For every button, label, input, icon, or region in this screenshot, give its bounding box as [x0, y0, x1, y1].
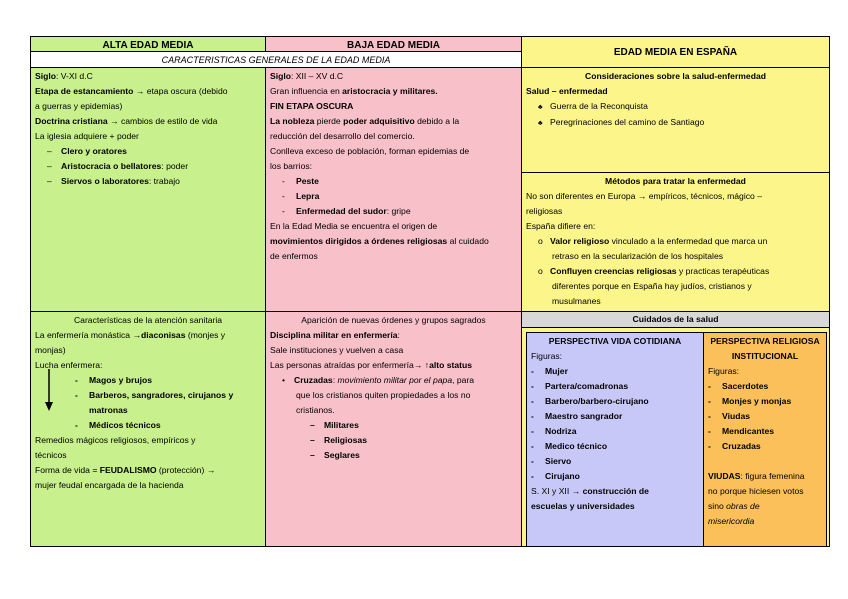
alta-etapa-cont: a guerras y epidemias)	[35, 101, 123, 111]
alta-forma-cont: mujer feudal encargada de la hacienda	[35, 480, 184, 490]
cotidiana-item-3: - Maestro sangrador	[531, 411, 623, 421]
baja-personas: Las personas atraídas por enfermería→ ↑alto status	[270, 360, 473, 370]
cotidiana-cell	[526, 332, 704, 547]
religiosa-title2: INSTITUCIONAL	[731, 351, 799, 361]
religiosa-title1: PERSPECTIVA RELIGIOSA	[710, 336, 820, 346]
baja-item-lepra: - Lepra	[282, 191, 320, 201]
alta-lucha-item-medicos: - Médicos técnicos	[75, 420, 161, 430]
baja-origen: En la Edad Media se encuentra el origen de	[270, 221, 438, 231]
religiosa-item-2: - Viudas	[708, 411, 751, 421]
cuidados-body	[521, 327, 830, 547]
baja-ordenes-cell	[265, 311, 522, 547]
alta-forma: Forma de vida = FEUDALISMO (protección) →	[35, 465, 216, 475]
baja-item-peste: - Peste	[282, 176, 319, 186]
alta-iglesia: La iglesia adquiere + poder	[35, 131, 139, 141]
religiosa-spacer	[708, 454, 822, 469]
cotidiana-siglo: S. XI y XII → construcción de	[531, 486, 649, 496]
espana-salud-title: Consideraciones sobre la salud-enfermedad	[584, 71, 766, 81]
header-espana-text: EDAD MEDIA EN ESPAÑA	[613, 47, 738, 58]
espana-metodos-item-valor: o Valor religioso vinculado a la enfermedad que marca un	[538, 236, 768, 246]
baja-fin: FIN ETAPA OSCURA	[270, 101, 354, 111]
baja-origen-2: movimientos dirigidos a órdenes religiosas al cuidado	[270, 236, 489, 246]
religiosa-viudas-cont2: sino obras de	[708, 501, 760, 511]
espana-salud-cell	[521, 67, 830, 173]
cotidiana-item-0: - Mujer	[531, 366, 568, 376]
baja-cruzadas-cont1: que los cristianos quiten propiedades a los no	[296, 390, 471, 400]
banner-caracteristicas	[30, 51, 522, 68]
header-baja-text: BAJA EDAD MEDIA	[347, 40, 440, 51]
baja-item-seglares: – Seglares	[310, 450, 360, 460]
alta-lucha: Lucha enfermera:	[35, 360, 103, 370]
espana-metodos-line1: No son diferentes en Europa → empíricos, técnicos, mágico –	[526, 191, 762, 201]
alta-lucha-item-barberos: - Barberos, sangradores, cirujanos y	[75, 390, 234, 400]
down-arrow-icon	[44, 369, 54, 411]
diamond-bullet-icon: ♣	[538, 120, 543, 127]
baja-sale: Sale instituciones y vuelven a casa	[270, 345, 404, 355]
alta-item-clero: – Clero y oratores	[47, 146, 127, 156]
religiosa-item-3: - Mendicantes	[708, 426, 775, 436]
baja-conlleva-cont: los barrios:	[270, 161, 313, 171]
espana-metodos-item-valor-cont: retraso en la secularización de los hospitales	[552, 251, 724, 261]
alta-doctrina: Doctrina cristiana → cambios de estilo de vida	[35, 116, 218, 126]
header-espana	[521, 36, 830, 68]
alta-monastica: La enfermería monástica →diaconisas (monjes y	[35, 330, 226, 340]
baja-influencia: Gran influencia en aristocracia y militares.	[270, 86, 438, 96]
baja-item-militares: – Militares	[310, 420, 359, 430]
alta-remedios-cont: técnicos	[35, 450, 67, 460]
baja-cruzadas-cont2: cristianos.	[296, 405, 335, 415]
cotidiana-item-7: - Cirujano	[531, 471, 580, 481]
religiosa-item-4: - Cruzadas	[708, 441, 761, 451]
baja-item-religiosas: – Religiosas	[310, 435, 367, 445]
espana-salud-item-peregrinaciones: ♣ Peregrinaciones del camino de Santiago	[526, 115, 825, 131]
alta-general-cell	[30, 67, 266, 312]
cotidiana-siglo-cont: escuelas y universidades	[531, 501, 635, 511]
baja-disciplina: Disciplina militar en enfermería:	[270, 330, 400, 340]
alta-monastica-cont: monjas)	[35, 345, 66, 355]
religiosa-cell	[703, 332, 827, 547]
religiosa-viudas-cont1: no porque hiciesen votos	[708, 486, 804, 496]
header-alta-text: ALTA EDAD MEDIA	[102, 40, 194, 51]
baja-nobleza-cont: reducción del desarrollo del comercio.	[270, 131, 415, 141]
religiosa-viudas: VIUDAS: figura femenina	[708, 471, 805, 481]
alta-remedios: Remedios mágicos religiosos, empíricos y	[35, 435, 196, 445]
baja-item-sudor: - Enfermedad del sudor: gripe	[282, 206, 411, 216]
alta-item-siervos: – Siervos o laboratores: trabajo	[47, 176, 180, 186]
alta-lucha-item-matronas: matronas	[89, 405, 128, 415]
header-alta	[30, 36, 266, 52]
alta-atencion-cell	[30, 311, 266, 547]
cotidiana-title: PERSPECTIVA VIDA COTIDIANA	[548, 336, 682, 346]
cotidiana-item-5: - Medico técnico	[531, 441, 608, 451]
baja-cruzadas: • Cruzadas: movimiento militar por el papa, para	[282, 375, 475, 385]
alta-atencion-title: Características de la atención sanitaria	[73, 315, 223, 325]
alta-item-aristocracia: – Aristocracia o bellatores: poder	[47, 161, 189, 171]
summary-table	[30, 36, 830, 547]
cuidados-title	[521, 311, 830, 328]
diamond-bullet-icon: ♣	[538, 104, 543, 111]
religiosa-item-1: - Monjes y monjas	[708, 396, 792, 406]
header-baja	[265, 36, 522, 52]
espana-metodos-line2: religiosas	[526, 206, 563, 216]
religiosa-viudas-cont3: misericordia	[708, 516, 755, 526]
baja-conlleva: Conlleva exceso de población, forman epidemias de	[270, 146, 470, 156]
espana-metodos-cell	[521, 172, 830, 312]
cotidiana-figuras: Figuras:	[531, 351, 563, 361]
baja-ordenes-title: Aparición de nuevas órdenes y grupos sagrados	[301, 315, 486, 325]
espana-metodos-item-confluyen-cont1: diferentes porque en España hay judíos, cristianos y	[552, 281, 752, 291]
espana-salud-item-guerra: ♣ Guerra de la Reconquista	[526, 99, 825, 115]
cotidiana-item-6: - Siervo	[531, 456, 572, 466]
banner-text: CARACTERISTICAS GENERALES DE LA EDAD MEDIA	[161, 55, 391, 65]
cotidiana-item-1: - Partera/comadronas	[531, 381, 629, 391]
religiosa-figuras: Figuras:	[708, 366, 740, 376]
cuidados-title-text: Cuidados de la salud	[632, 314, 719, 324]
baja-siglo: Siglo: XII – XV d.C	[270, 71, 344, 81]
alta-etapa: Etapa de estancamiento → etapa oscura (debido	[35, 86, 228, 96]
baja-nobleza: La nobleza pierde poder adquisitivo debido a la	[270, 116, 460, 126]
cotidiana-item-4: - Nodriza	[531, 426, 577, 436]
alta-siglo: Siglo: V-XI d.C	[35, 71, 93, 81]
religiosa-item-0: - Sacerdotes	[708, 381, 769, 391]
alta-lucha-item-magos: - Magos y brujos	[75, 375, 153, 385]
espana-metodos-item-confluyen: o Confluyen creencias religiosas y practicas terapéuticas	[538, 266, 770, 276]
espana-metodos-title: Métodos para tratar la enfermedad	[605, 176, 746, 186]
espana-metodos-line3: España difiere en:	[526, 221, 596, 231]
espana-metodos-item-confluyen-cont2: musulmanes	[552, 296, 601, 306]
baja-general-cell	[265, 67, 522, 312]
espana-salud-subtitle: Salud – enfermedad	[526, 86, 608, 96]
baja-origen-3: de enfermos	[270, 251, 318, 261]
cotidiana-item-2: - Barbero/barbero-cirujano	[531, 396, 649, 406]
